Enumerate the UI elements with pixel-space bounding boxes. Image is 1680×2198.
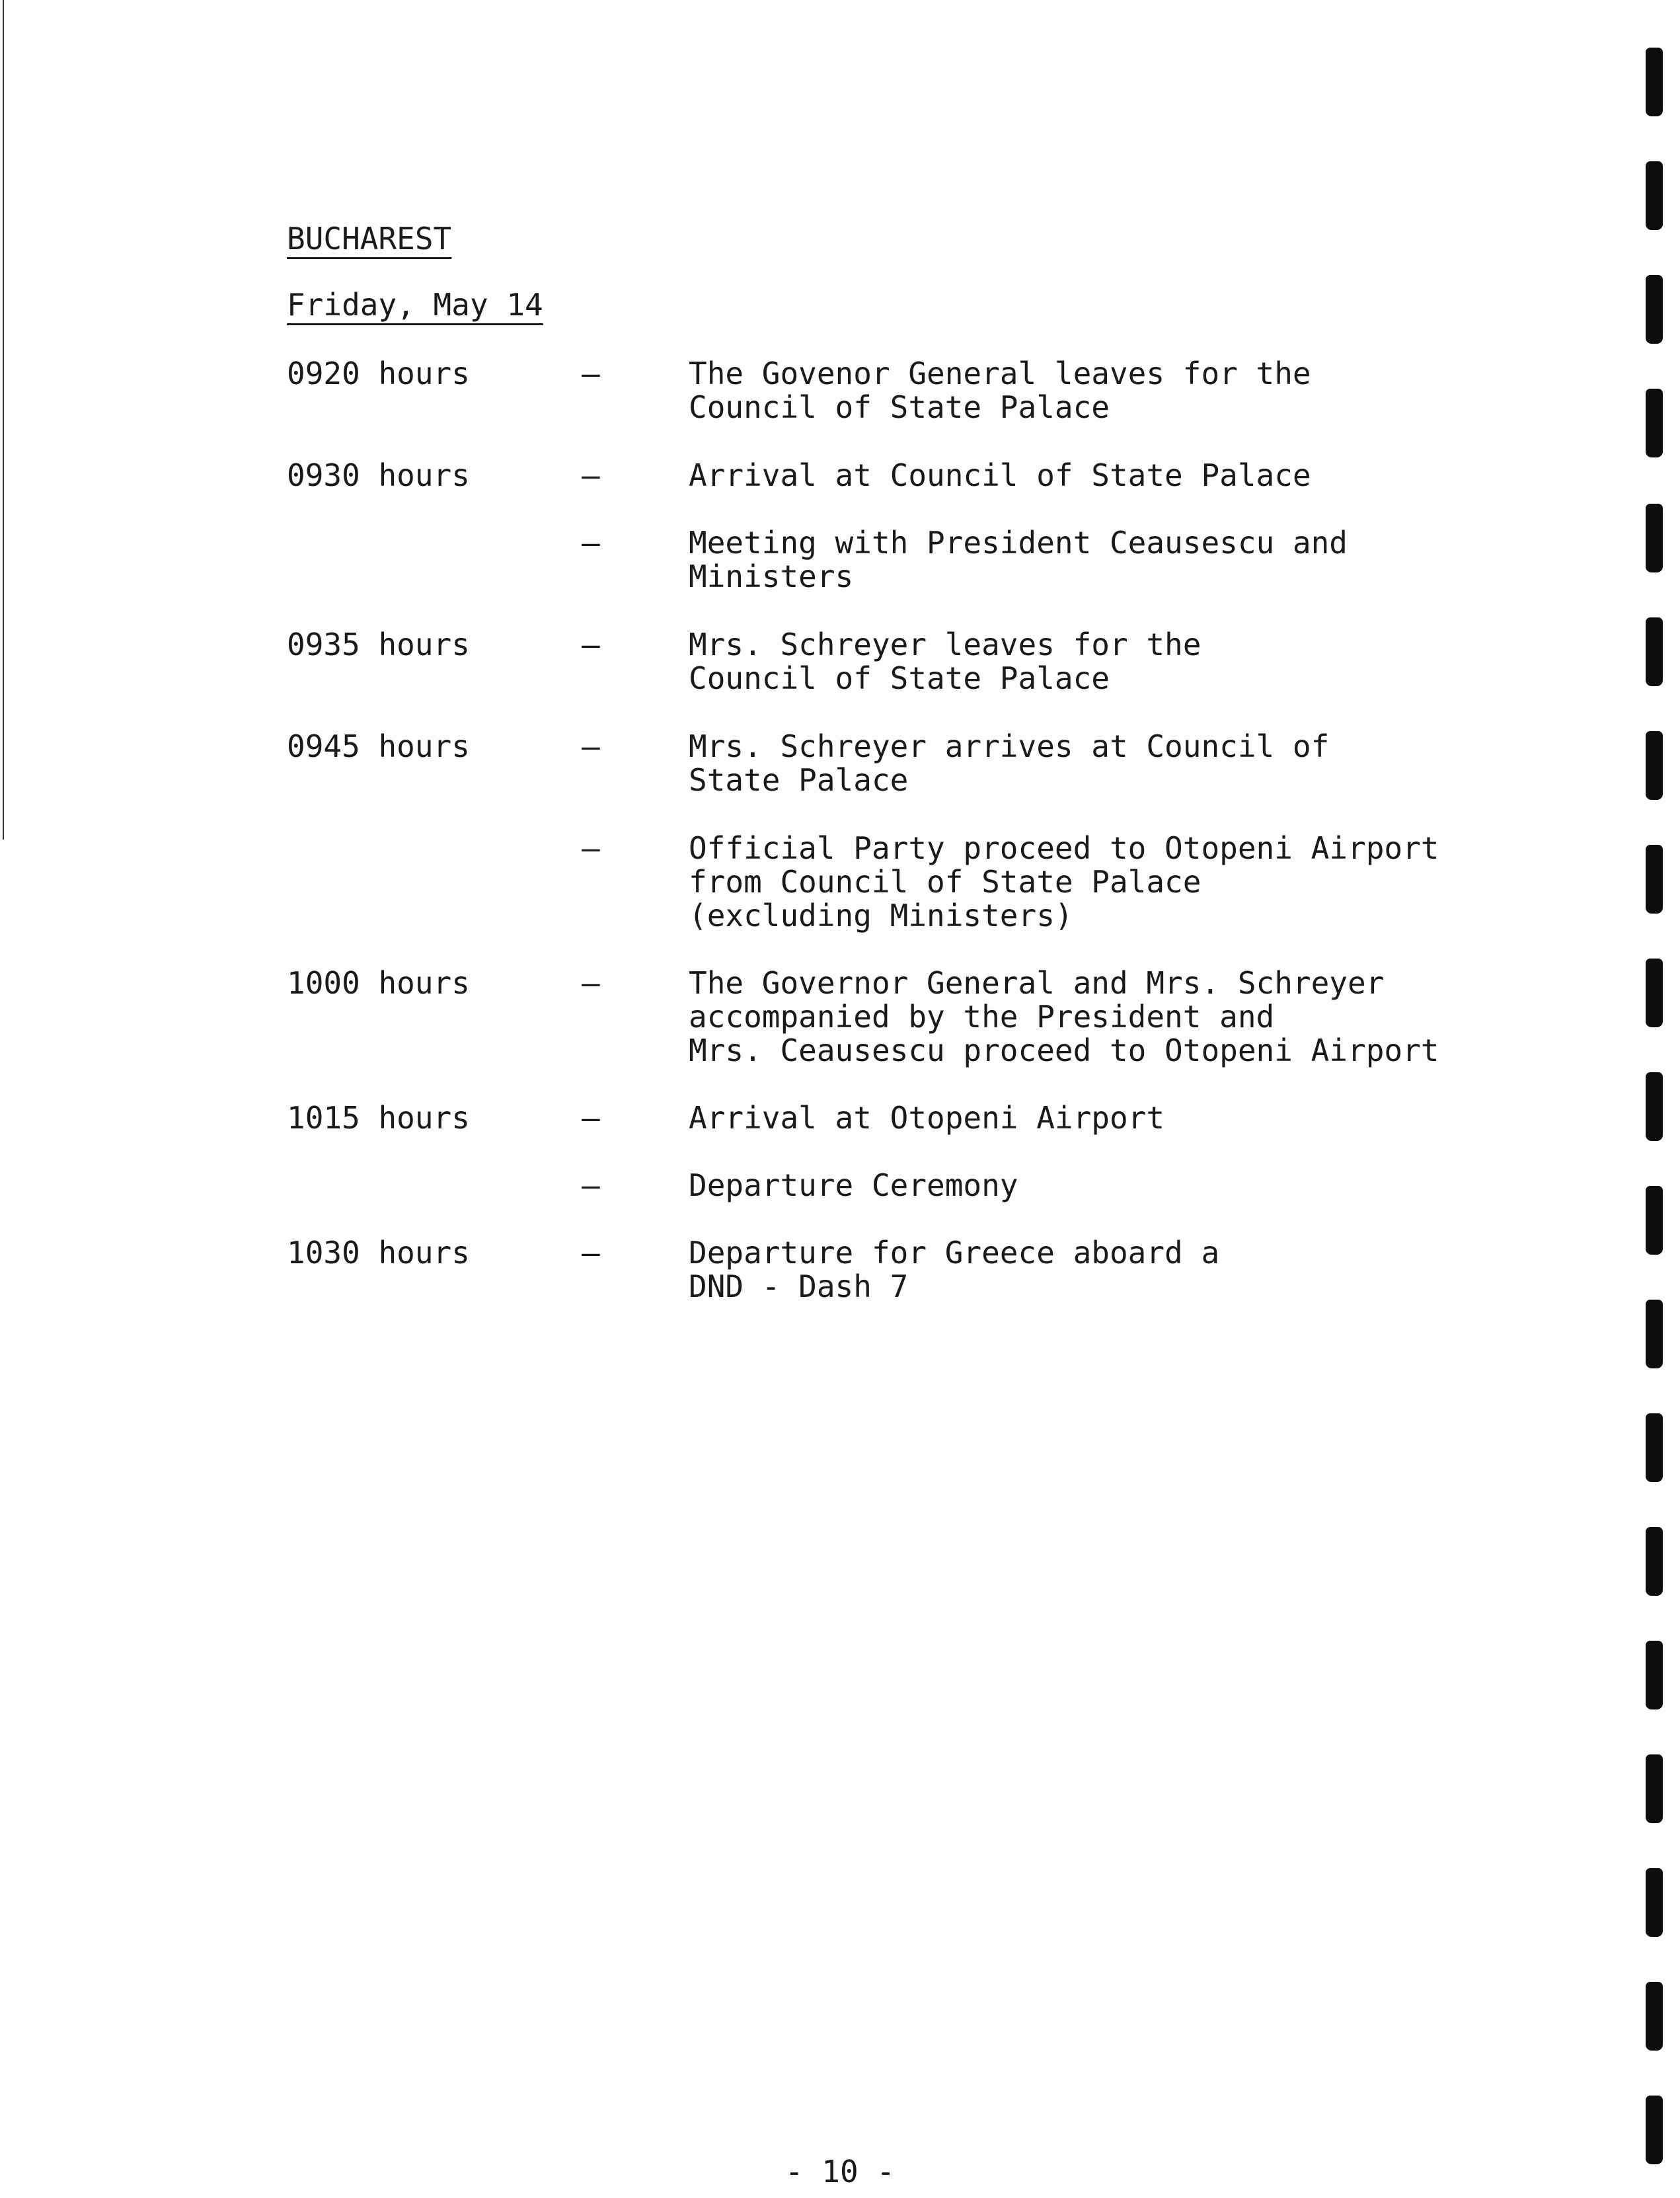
date-heading: Friday, May 14 — [287, 287, 543, 323]
punch-hole — [1646, 504, 1663, 572]
punch-hole — [1646, 845, 1663, 914]
entry-dash: – — [582, 525, 600, 561]
entry-dash: – — [582, 1167, 600, 1203]
entry-description: Mrs. Schreyer arrives at Council of State Palace — [689, 728, 1330, 798]
page-edge-line — [3, 0, 4, 840]
punch-hole — [1646, 1754, 1663, 1823]
punch-hole — [1646, 2096, 1663, 2164]
punch-hole — [1646, 1527, 1663, 1596]
entry-description: Meeting with President Ceausescu and Ministers — [689, 525, 1348, 594]
entry-description: Official Party proceed to Otopeni Airport from Council of State Palace (excluding Ministers) — [689, 830, 1439, 933]
entry-time: 1030 hours — [287, 1235, 470, 1271]
punch-hole — [1646, 731, 1663, 800]
punch-hole — [1646, 275, 1663, 344]
punch-hole — [1646, 617, 1663, 686]
punch-hole — [1646, 1641, 1663, 1709]
entry-description: The Govenor General leaves for the Council of State Palace — [689, 356, 1311, 425]
entry-dash: – — [582, 356, 600, 391]
entry-description: Mrs. Schreyer leaves for the Council of State Palace — [689, 627, 1202, 696]
entry-description: Arrival at Council of State Palace — [689, 457, 1311, 493]
punch-hole — [1646, 48, 1663, 116]
entry-dash: – — [582, 728, 600, 764]
punch-hole — [1646, 1300, 1663, 1368]
punch-hole — [1646, 1186, 1663, 1255]
entry-dash: – — [582, 457, 600, 493]
entry-dash: – — [582, 1235, 600, 1271]
punch-hole — [1646, 1982, 1663, 2051]
punch-hole — [1646, 161, 1663, 230]
binding-punch-holes — [1646, 0, 1672, 2198]
punch-hole — [1646, 1413, 1663, 1482]
entry-time: 0930 hours — [287, 457, 470, 493]
entry-description: Departure for Greece aboard a DND - Dash 7 — [689, 1235, 1220, 1304]
entry-dash: – — [582, 965, 600, 1001]
entry-description: The Governor General and Mrs. Schreyer accompanied by the President and Mrs. Ceausescu proceed to Otopeni Airport — [689, 965, 1439, 1068]
punch-hole — [1646, 1072, 1663, 1141]
page-number: - 10 - — [784, 2154, 896, 2189]
punch-hole — [1646, 389, 1663, 457]
entry-time: 0945 hours — [287, 728, 470, 764]
entry-description: Departure Ceremony — [689, 1167, 1018, 1203]
entry-dash: – — [582, 1100, 600, 1136]
punch-hole — [1646, 959, 1663, 1027]
punch-hole — [1646, 1868, 1663, 1937]
entry-description: Arrival at Otopeni Airport — [689, 1100, 1165, 1136]
entry-time: 0920 hours — [287, 356, 470, 391]
city-heading: BUCHAREST — [287, 221, 452, 256]
entry-dash: – — [582, 830, 600, 866]
entry-time: 1015 hours — [287, 1100, 470, 1136]
entry-time: 1000 hours — [287, 965, 470, 1001]
entry-dash: – — [582, 627, 600, 662]
entry-time: 0935 hours — [287, 627, 470, 662]
